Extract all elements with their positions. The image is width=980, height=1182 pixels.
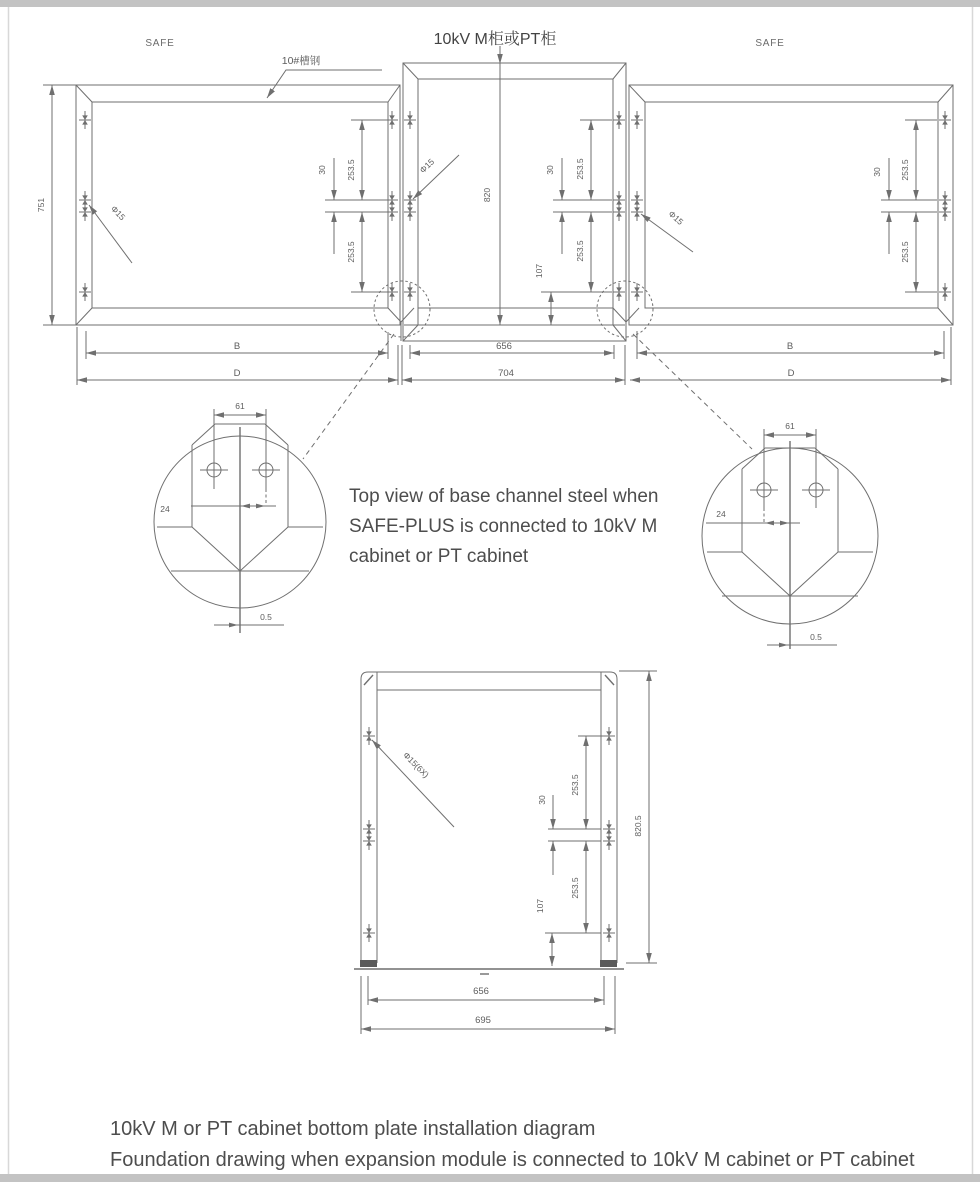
joint-detail-circle-left bbox=[374, 281, 430, 337]
bolt-hole bbox=[939, 203, 951, 221]
label-30: 30 bbox=[872, 167, 882, 177]
left-cabinet-outer-frame bbox=[76, 85, 400, 325]
bolt-hole bbox=[613, 111, 625, 129]
label-253-5: 253.5 bbox=[575, 158, 585, 180]
dim-widths-bottom-diagram bbox=[361, 976, 615, 1034]
phi15-6x-callout bbox=[372, 740, 454, 827]
label-107: 107 bbox=[534, 263, 544, 279]
label-phi15-6x: Φ15(6X) bbox=[401, 749, 432, 780]
center-cabinet-outer-frame bbox=[403, 63, 626, 341]
dim-stack-center bbox=[534, 120, 612, 325]
label-phi15: Φ15 bbox=[417, 156, 437, 176]
label-b-right: B bbox=[786, 341, 794, 352]
dim-widths-bottom bbox=[77, 327, 951, 385]
captions bbox=[110, 1118, 915, 1171]
right-cabinet-outer-frame bbox=[629, 85, 953, 325]
bolt-hole bbox=[613, 283, 625, 301]
label-253-5: 253.5 bbox=[346, 241, 356, 263]
left-cabinet bbox=[76, 85, 400, 325]
bolt-hole bbox=[631, 111, 643, 129]
bolt-hole bbox=[613, 203, 625, 221]
label-704: 704 bbox=[498, 368, 514, 379]
bolt-hole bbox=[603, 727, 615, 745]
label-d-right: D bbox=[787, 368, 795, 379]
detail-view-left bbox=[154, 401, 326, 633]
label-d-left: D bbox=[233, 368, 241, 379]
dim-stack-right bbox=[872, 120, 937, 292]
bolt-hole bbox=[363, 832, 375, 850]
bolt-hole bbox=[363, 924, 375, 942]
label-0-5: 0.5 bbox=[810, 632, 822, 642]
label-24: 24 bbox=[716, 509, 726, 519]
label-820-5: 820.5 bbox=[633, 815, 643, 837]
label-phi15: Φ15 bbox=[108, 203, 128, 223]
dim-height-820 bbox=[482, 46, 500, 325]
safe-label-left: SAFE bbox=[145, 38, 175, 49]
label-656: 656 bbox=[496, 341, 512, 352]
label-61: 61 bbox=[785, 421, 795, 431]
label-0-5: 0.5 bbox=[260, 612, 272, 622]
label-30: 30 bbox=[545, 165, 555, 175]
detail-leader-right bbox=[633, 334, 752, 449]
label-253-5: 253.5 bbox=[575, 240, 585, 262]
bolt-hole bbox=[404, 283, 416, 301]
dim-height-751 bbox=[36, 85, 76, 325]
label-820: 820 bbox=[482, 187, 492, 203]
channel-steel-callout bbox=[267, 54, 382, 98]
bottom-frame-outline bbox=[361, 672, 617, 963]
right-cabinet-inner-frame bbox=[645, 102, 938, 308]
center-cabinet bbox=[403, 63, 626, 341]
bolt-hole bbox=[404, 203, 416, 221]
bolt-hole bbox=[939, 283, 951, 301]
note-line-2: SAFE-PLUS is connected to 10kV M bbox=[349, 516, 658, 537]
left-cabinet-inner-frame bbox=[92, 102, 388, 308]
detail-note bbox=[349, 486, 658, 567]
right-cabinet bbox=[629, 85, 953, 325]
bolt-hole bbox=[631, 283, 643, 301]
bolt-hole bbox=[631, 203, 643, 221]
phi15-callout-right bbox=[641, 209, 693, 252]
caption-line-2: Foundation drawing when expansion module is connected to 10kV M cabinet or PT cabinet bbox=[110, 1149, 915, 1171]
label-253-5: 253.5 bbox=[570, 877, 580, 899]
bolt-hole bbox=[603, 924, 615, 942]
rail-foot-right bbox=[600, 960, 617, 967]
label-253-5: 253.5 bbox=[900, 159, 910, 181]
label-107: 107 bbox=[535, 898, 545, 914]
bottom-diagram bbox=[354, 671, 657, 1034]
channel-steel-label: 10#槽钢 bbox=[281, 55, 321, 67]
label-b-left: B bbox=[233, 341, 241, 352]
label-30: 30 bbox=[537, 795, 547, 805]
phi15-callout-center bbox=[413, 155, 459, 199]
safe-label-right: SAFE bbox=[755, 38, 785, 49]
rail-foot-left bbox=[360, 960, 377, 967]
label-24: 24 bbox=[160, 504, 170, 514]
label-751: 751 bbox=[36, 197, 46, 213]
dim-stack-bottom-diagram bbox=[535, 736, 604, 966]
note-line-1: Top view of base channel steel when bbox=[349, 486, 659, 507]
caption-line-1: 10kV M or PT cabinet bottom plate installation diagram bbox=[110, 1118, 596, 1140]
label-61: 61 bbox=[235, 401, 245, 411]
note-line-3: cabinet or PT cabinet bbox=[349, 546, 529, 567]
dim-stack-left bbox=[317, 120, 387, 292]
label-695: 695 bbox=[475, 1015, 491, 1026]
dim-height-820-5 bbox=[619, 671, 657, 963]
bolt-hole bbox=[603, 832, 615, 850]
top-diagram bbox=[36, 30, 953, 459]
bolt-hole bbox=[363, 727, 375, 745]
page-title: 10kV M柜或PT柜 bbox=[433, 31, 557, 48]
bolt-hole bbox=[79, 111, 91, 129]
label-253-5: 253.5 bbox=[346, 159, 356, 181]
bolt-hole bbox=[79, 283, 91, 301]
label-253-5: 253.5 bbox=[570, 774, 580, 796]
phi15-callout-left bbox=[89, 204, 132, 263]
label-656: 656 bbox=[473, 986, 489, 997]
bolt-hole bbox=[404, 111, 416, 129]
joint-left bbox=[374, 281, 430, 341]
label-phi15: Φ15 bbox=[666, 208, 686, 227]
bolt-hole bbox=[939, 111, 951, 129]
label-30: 30 bbox=[317, 165, 327, 175]
label-253-5: 253.5 bbox=[900, 241, 910, 263]
detail-view-right bbox=[702, 421, 878, 649]
